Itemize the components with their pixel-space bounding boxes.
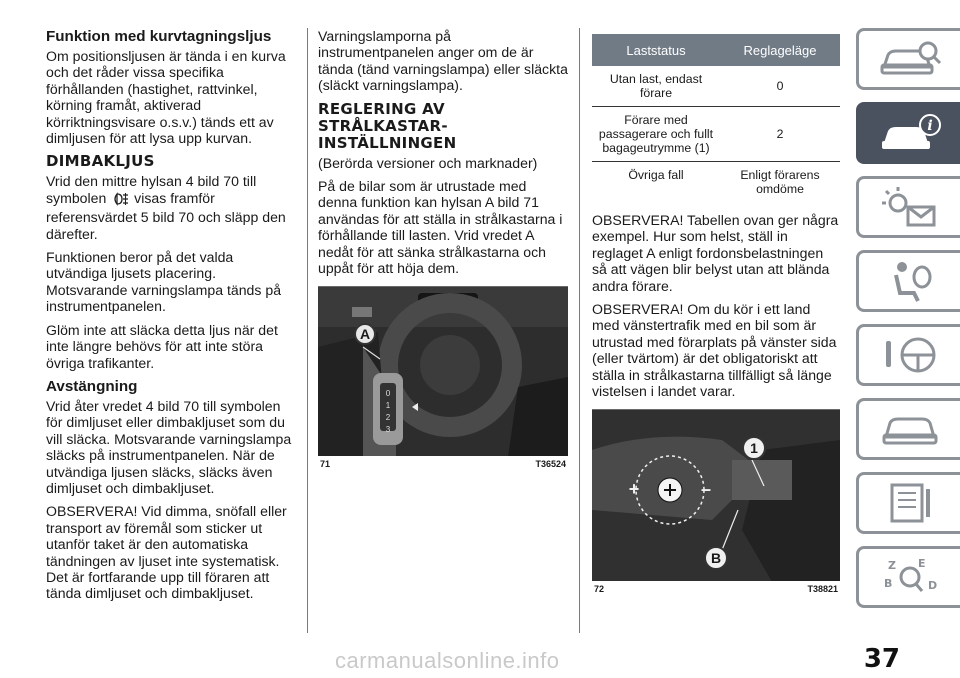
paragraph-left-hand-traffic-note: OBSERVERA! Om du kör i ett land med vänstertrafik med en bil som är utrustad med förarplats på vänster sida (eller tvärtom) är det obligatoriskt att ställa in strålkastarna tillfälligt så länge vistelsen i landet varar. (592, 301, 837, 400)
svg-text:+: + (628, 479, 640, 500)
column-divider (307, 28, 308, 633)
index-search-icon (878, 555, 942, 599)
svg-text:0: 0 (385, 389, 391, 399)
paragraph-versions: (Berörda versioner och marknader) (318, 154, 538, 171)
figure-71-caption (318, 456, 568, 469)
svg-text:–: – (700, 479, 712, 500)
car-search-icon (878, 37, 942, 81)
paragraph-headlamp-adjustment: På de bilar som är utrustade med denna funktion kan hylsan A bild 71 användas för att ställa in strålkastarna i förhållande till lasten. Vrid vredet A nedåt för att sänka strålkastarna och uppåt för att höja dem. (318, 178, 563, 277)
table-row (592, 66, 840, 107)
table-cell: Utan last, endast förare (592, 66, 720, 107)
figure-72-number: 72 (594, 584, 605, 595)
svg-text:3: 3 (385, 425, 391, 435)
dashboard-photo-illustration (318, 287, 568, 456)
table-header-row (592, 34, 840, 66)
tab-starting-driving[interactable] (856, 324, 960, 386)
car-info-icon (878, 111, 942, 155)
paragraph-fog-function: Funktionen beror på det valda utvändiga ljusets placering. Motsvarande varningslampa tänds på instrumentpanelen. (46, 249, 282, 315)
page-number: 37 (863, 644, 900, 674)
figure-71-number: 71 (320, 459, 331, 470)
callout-b-label: B (710, 550, 722, 567)
table-row (592, 162, 840, 203)
table-header-control-position: Reglageläge (720, 34, 840, 66)
svg-text:B: B (883, 577, 892, 590)
table-cell: Övriga fall (628, 168, 684, 182)
table-cell: 0 (720, 66, 840, 107)
tab-maintenance[interactable] (856, 472, 960, 534)
paragraph-warning-lamps: Varningslamporna på instrumentpanelen anger om de är tända (tänd varningslampa) eller släckta (släckt varningslampa). (318, 28, 568, 94)
airbag-seat-icon (878, 259, 942, 303)
figure-72-caption (592, 581, 840, 594)
fog-text-b: visas framför referensvärdet 5 bild 70 och släpp den därefter. (46, 189, 286, 242)
figure-72-headlamp-photo (592, 409, 840, 581)
paragraph-cornering-light: Om positionsljusen är tända i en kurva och det råder vissa specifika förhållanden (hastighet, rattvinkel, körning framåt, aktiverad körriktningsvisare o.s.v.) tänds ett av dimljusen för att lysa upp kurvan. (46, 48, 286, 147)
rear-fog-light-icon (111, 192, 129, 209)
heading-headlamp-adjustment: REGLERING AV STRÅLKASTAR-INSTÄLLNINGEN (318, 99, 457, 152)
column-1 (46, 28, 294, 609)
chapter-tabs (856, 28, 960, 620)
tab-know-the-vehicle-active[interactable] (856, 102, 960, 164)
column-2 (318, 28, 568, 469)
svg-text:i: i (926, 118, 933, 134)
column-divider (579, 28, 580, 633)
breakdown-car-icon (878, 407, 942, 451)
heading-rear-fog-light: DIMBAKLJUS (46, 152, 155, 171)
watermark: carmanualsonline.info (335, 648, 560, 673)
paragraph-fog-activation (46, 173, 294, 242)
paragraph-fog-note: OBSERVERA! Vid dimma, snöfall eller transport av föremål som sticker ut utanför taket är den automatiska tändningen av ljuset inte systematisk. Det är fortfarande upp till föraren att tända dimljuset och dimbakljuset. (46, 503, 287, 602)
tab-safety[interactable] (856, 250, 960, 312)
tab-index[interactable] (856, 546, 960, 608)
table-row (592, 107, 840, 162)
warning-lights-icon (878, 185, 942, 229)
tab-get-to-know-car[interactable] (856, 28, 960, 90)
table-header-load-status: Laststatus (592, 34, 720, 66)
maintenance-list-icon (878, 481, 942, 525)
svg-text:2: 2 (385, 413, 391, 423)
figure-71-code: T36524 (535, 459, 566, 470)
callout-a-label: A (359, 326, 371, 343)
load-status-table (592, 34, 840, 202)
table-cell: 2 (720, 107, 840, 162)
svg-text:1: 1 (385, 401, 391, 411)
callout-1-label: 1 (750, 440, 758, 457)
heading-cornering-light: Funktion med kurvtagningsljus (46, 28, 272, 45)
heading-switch-off: Avstängning (46, 377, 138, 395)
figure-72-code: T38821 (807, 584, 838, 595)
steering-key-icon (878, 333, 942, 377)
figure-71-dashboard-photo (318, 286, 568, 456)
table-cell: Förare med passagerare och fullt bagageutrymme (1) (592, 107, 720, 162)
paragraph-switch-off: Vrid åter vredet 4 bild 70 till symbolen för dimljuset eller dimbakljuset som du vill släcka. Motsvarande varningslampa släcks på instrumentpanelen. När de utvändiga ljusen släcks, släcks även dimljuset och dimbakljuset. (46, 397, 292, 496)
tab-emergency[interactable] (856, 398, 960, 460)
svg-text:E: E (917, 557, 926, 570)
svg-text:Z: Z (887, 559, 896, 572)
fog-text-a: Vrid den mittre hylsan 4 bild 70 till symbolen (46, 173, 257, 206)
table-cell: Enligt förarens omdöme (740, 168, 820, 196)
column-3 (592, 28, 840, 594)
tab-warning-lights[interactable] (856, 176, 960, 238)
paragraph-fog-reminder: Glöm inte att släcka detta ljus när det inte längre behövs för att inte störa övriga trafikanter. (46, 321, 278, 371)
svg-text:D: D (927, 579, 937, 592)
paragraph-table-note: OBSERVERA! Tabellen ovan ger några exempel. Hur som helst, ställ in reglaget A enligt fordonsbelastningen så att vägen blir belyst utan att blända andra förare. (592, 212, 839, 294)
